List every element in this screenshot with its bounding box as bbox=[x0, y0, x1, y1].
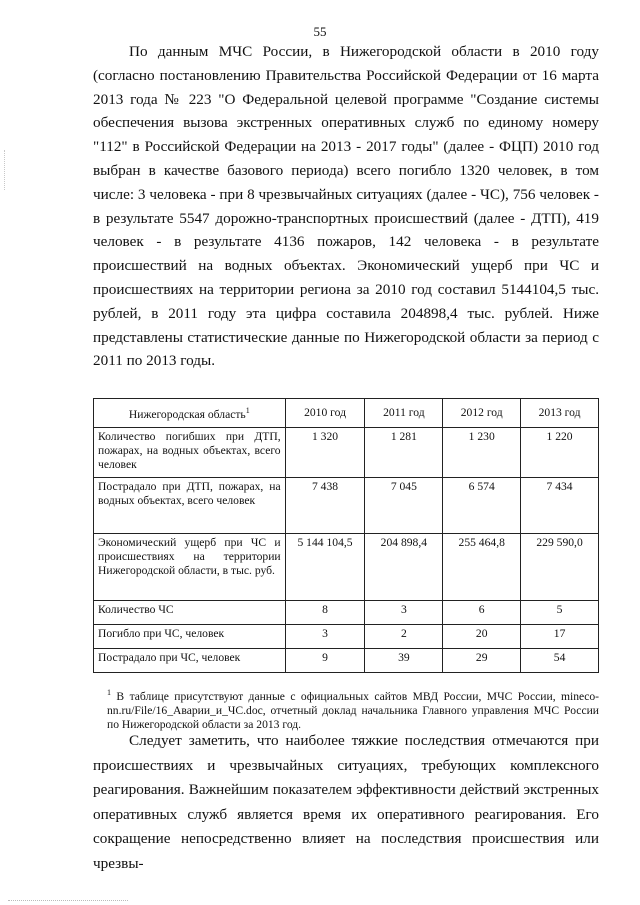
cell-value: 6 574 bbox=[443, 478, 521, 534]
cell-value: 9 bbox=[285, 649, 365, 673]
page-number: 55 bbox=[313, 24, 327, 39]
table-row bbox=[94, 428, 599, 478]
header-year-2010: 2010 год bbox=[285, 399, 365, 428]
row-label: Погибло при ЧС, человек bbox=[94, 625, 286, 649]
footnote-mark: 1 bbox=[107, 688, 111, 697]
cell-value: 29 bbox=[443, 649, 521, 673]
statistics-table bbox=[93, 398, 599, 673]
cell-value: 3 bbox=[365, 601, 443, 625]
row-label: Количество ЧС bbox=[94, 601, 286, 625]
table-row bbox=[94, 649, 599, 673]
header-region: Нижегородская область$^1$ bbox=[94, 399, 286, 428]
header-footnote-mark: 1 bbox=[245, 406, 250, 416]
table-row bbox=[94, 478, 599, 534]
cell-value: 229 590,0 bbox=[521, 534, 599, 601]
scan-margin-mark bbox=[4, 150, 7, 190]
table-row bbox=[94, 625, 599, 649]
cell-value: 7 434 bbox=[521, 478, 599, 534]
header-year-2013: 2013 год bbox=[521, 399, 599, 428]
cell-value: 7 045 bbox=[365, 478, 443, 534]
header-year-2012: 2012 год bbox=[443, 399, 521, 428]
cell-value: 6 bbox=[443, 601, 521, 625]
table-header-row bbox=[94, 399, 599, 428]
cell-value: 17 bbox=[521, 625, 599, 649]
cell-value: 1 281 bbox=[365, 428, 443, 478]
cell-value: 7 438 bbox=[285, 478, 365, 534]
cell-value: 255 464,8 bbox=[443, 534, 521, 601]
cell-value: 5 bbox=[521, 601, 599, 625]
cell-value: 54 bbox=[521, 649, 599, 673]
cell-value: 8 bbox=[285, 601, 365, 625]
conclusion-paragraph: Следует заметить, что наиболее тяжкие последствия отмечаются при происшествиях и чрезвычайных ситуациях, требующих комплексного реагирования. Важнейшим показателем эффективности действий экстренных оперативных служб является время их оперативного реагирования. Его сокращение непосредственно влияет на последствия происшествия или чрезвы- bbox=[93, 732, 599, 872]
table-row bbox=[94, 601, 599, 625]
row-label: Количество погибших при ДТП, пожарах, на водных объектах, всего человек bbox=[94, 428, 286, 478]
row-label: Пострадало при ДТП, пожарах, на водных объектах, всего человек bbox=[94, 478, 286, 534]
footnote-text: В таблице присутствуют данные с официальных сайтов МВД России, МЧС России, mineco-nn.ru/File/16_Аварии_и_ЧС.doc, отчетный доклад начальника Главного управления МЧС России по Нижегородской области за 2013 год. bbox=[107, 689, 600, 731]
cell-value: 2 bbox=[365, 625, 443, 649]
cell-value: 20 bbox=[443, 625, 521, 649]
cell-value: 5 144 104,5 bbox=[285, 534, 365, 601]
table-footnote bbox=[107, 686, 599, 732]
cell-value: 204 898,4 bbox=[365, 534, 443, 601]
intro-paragraph: По данным МЧС России, в Нижегородской области в 2010 году (согласно постановлению Правительства Российской Федерации от 16 марта 2013 года № 223 "О Федеральной целевой программе "Создание системы обеспечения вызова экстренных оперативных служб по единому номеру "112" в Российской Федерации на 2013 - 2017 годы" (далее - ФЦП) 2010 год выбран в качестве базового периода) всего погибло 1320 человек, в том числе: 3 человека - при 8 чрезвычайных ситуациях (далее - ЧС), 756 человек - в результате 5547 дорожно-транспортных происшествий (далее - ДТП), 419 человек - в результате 4136 пожаров, 142 человека - в результате происшествий на водных объектах. Экономический ущерб при ЧС и происшествиях на территории региона за 2010 год составил 5144104,5 тыс. рублей, в 2011 году эта цифра составила 204898,4 тыс. рублей. Ниже представлены статистические данные по Нижегородской области за период с 2011 по 2013 годы. bbox=[93, 43, 599, 370]
row-label: Пострадало при ЧС, человек bbox=[94, 649, 286, 673]
row-label: Экономический ущерб при ЧС и происшествиях на территории Нижегородской области, в тыс. руб. bbox=[94, 534, 286, 601]
table-row bbox=[94, 534, 599, 601]
cell-value: 39 bbox=[365, 649, 443, 673]
header-year-2011: 2011 год bbox=[365, 399, 443, 428]
cell-value: 1 320 bbox=[285, 428, 365, 478]
cell-value: 1 220 bbox=[521, 428, 599, 478]
cell-value: 3 bbox=[285, 625, 365, 649]
cell-value: 1 230 bbox=[443, 428, 521, 478]
scan-bottom-mark bbox=[8, 898, 128, 901]
